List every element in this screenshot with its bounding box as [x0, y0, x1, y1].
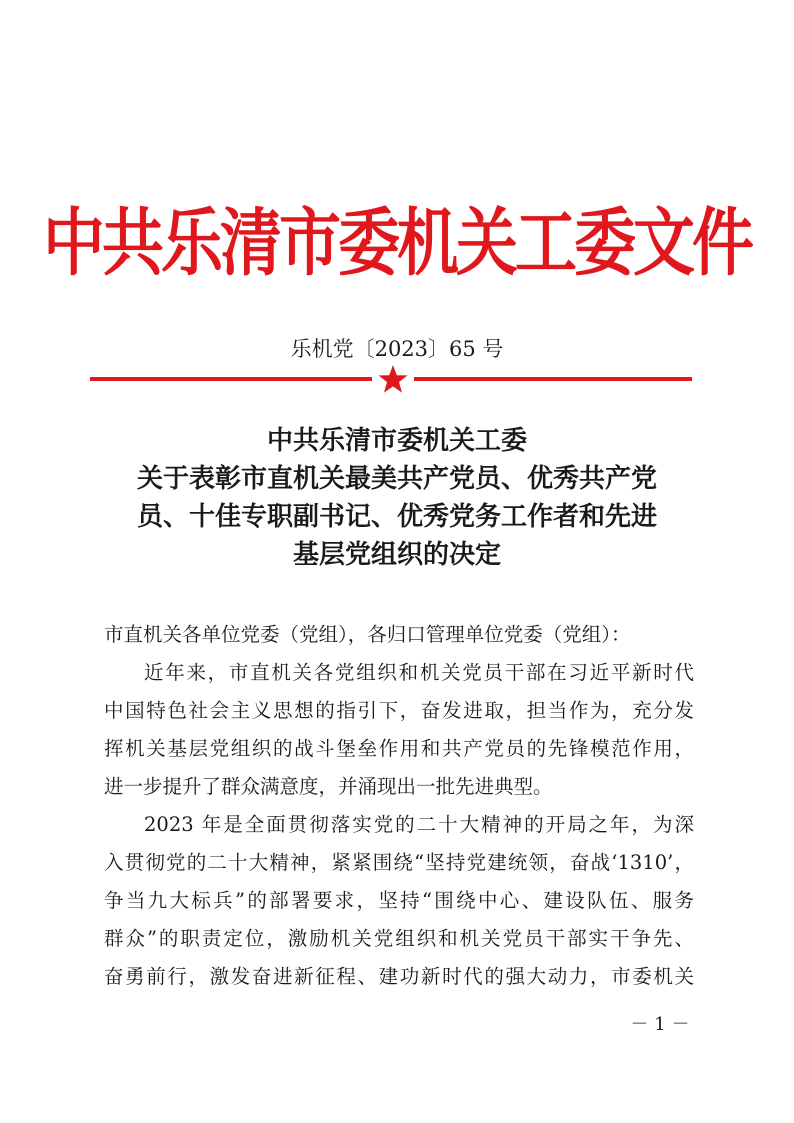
paragraph-line: 进一步提升了群众满意度，并涌现出一批先进典型。 — [104, 775, 553, 798]
paragraph — [104, 654, 694, 806]
document-title — [80, 422, 714, 574]
title-line: 中共乐清市委机关工委 — [266, 426, 527, 456]
paragraph-line: 2023 年是全面贯彻落实党的二十大精神的开局之年，为深 — [144, 813, 694, 836]
title-line: 基层党组织的决定 — [292, 540, 501, 570]
red-divider-right — [414, 377, 692, 381]
document-number: 乐机党〔2023〕65 号 — [290, 337, 504, 361]
title-line: 关于表彰市直机关最美共产党员、优秀共产党 — [136, 464, 657, 494]
paragraph-line: 近年来，市直机关各党组织和机关党员干部在习近平新时代 — [144, 661, 694, 684]
paragraph — [104, 806, 694, 996]
page-number: － 1 － — [630, 1014, 690, 1035]
document-masthead: 中共乐清市委机关工委文件 — [42, 199, 751, 286]
paragraph-line: 争当九大标兵”的部署要求，坚持“围绕中心、建设队伍、服务 — [104, 889, 694, 912]
paragraph-line: 挥机关基层党组织的战斗堡垒作用和共产党员的先锋模范作用， — [104, 737, 694, 760]
paragraph-line: 中国特色社会主义思想的指引下，奋发进取，担当作为，充分发 — [104, 699, 694, 722]
paragraph-line: 入贯彻党的二十大精神，紧紧围绕“坚持党建统领，奋战‘1310’， — [104, 851, 694, 874]
salutation: 市直机关各单位党委（党组），各归口管理单位党委（党组）： — [104, 623, 631, 646]
red-star-icon — [377, 364, 409, 394]
paragraph-line: 奋勇前行，激发奋进新征程、建功新时代的强大动力，市委机关 — [104, 965, 694, 988]
paragraph-line: 群众”的职责定位，激励机关党组织和机关党员干部实干争先、 — [104, 927, 694, 950]
title-line: 员、十佳专职副书记、优秀党务工作者和先进 — [136, 502, 657, 532]
red-divider-left — [90, 377, 372, 381]
document-body — [104, 616, 694, 996]
